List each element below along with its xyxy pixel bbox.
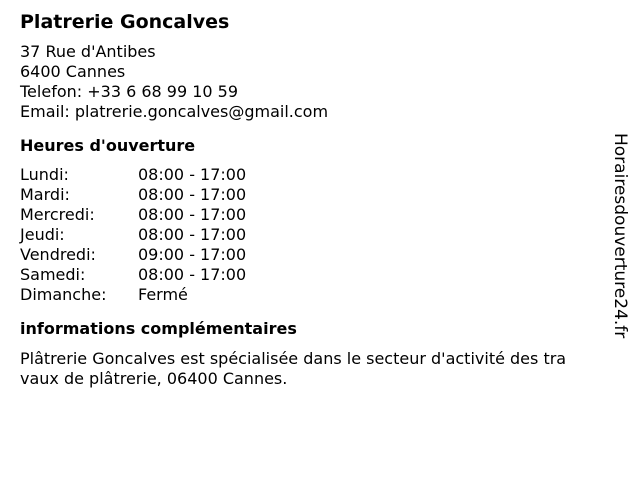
time-value: 08:00 - 17:00 xyxy=(138,165,247,184)
hours-row-friday xyxy=(20,245,600,265)
day-label: Vendredi: xyxy=(20,245,96,264)
site-watermark: Horairesdouverture24.fr xyxy=(610,133,630,339)
business-name: Platrerie Goncalves xyxy=(20,11,230,33)
address-city: 6400 Cannes xyxy=(20,62,126,81)
hours-row-monday xyxy=(20,165,600,185)
business-card xyxy=(20,10,600,389)
time-value: 08:00 - 17:00 xyxy=(138,185,247,204)
hours-row-saturday xyxy=(20,265,600,285)
hours-row-wednesday xyxy=(20,205,600,225)
day-label: Jeudi: xyxy=(20,225,65,244)
day-label: Dimanche: xyxy=(20,285,107,304)
day-label: Samedi: xyxy=(20,265,86,284)
address-street: 37 Rue d'Antibes xyxy=(20,42,156,61)
time-value: 08:00 - 17:00 xyxy=(138,225,247,244)
hours-row-sunday xyxy=(20,285,600,305)
hours-row-tuesday xyxy=(20,185,600,205)
opening-hours-table xyxy=(20,165,600,305)
info-heading: informations complémentaires xyxy=(20,319,297,338)
contact-block xyxy=(20,42,600,122)
phone-line: Telefon: +33 6 68 99 10 59 xyxy=(20,82,239,101)
time-value: 08:00 - 17:00 xyxy=(138,265,247,284)
day-label: Mardi: xyxy=(20,185,70,204)
time-value: 08:00 - 17:00 xyxy=(138,205,247,224)
business-description: Plâtrerie Goncalves est spécialisée dans le secteur d'activité des travaux de plâtrerie, 06400 Cannes. xyxy=(20,349,567,388)
day-label: Lundi: xyxy=(20,165,69,184)
hours-row-thursday xyxy=(20,225,600,245)
hours-heading: Heures d'ouverture xyxy=(20,136,196,155)
email-line: Email: platrerie.goncalves@gmail.com xyxy=(20,102,329,121)
day-label: Mercredi: xyxy=(20,205,95,224)
time-value: Fermé xyxy=(138,285,188,304)
time-value: 09:00 - 17:00 xyxy=(138,245,247,264)
